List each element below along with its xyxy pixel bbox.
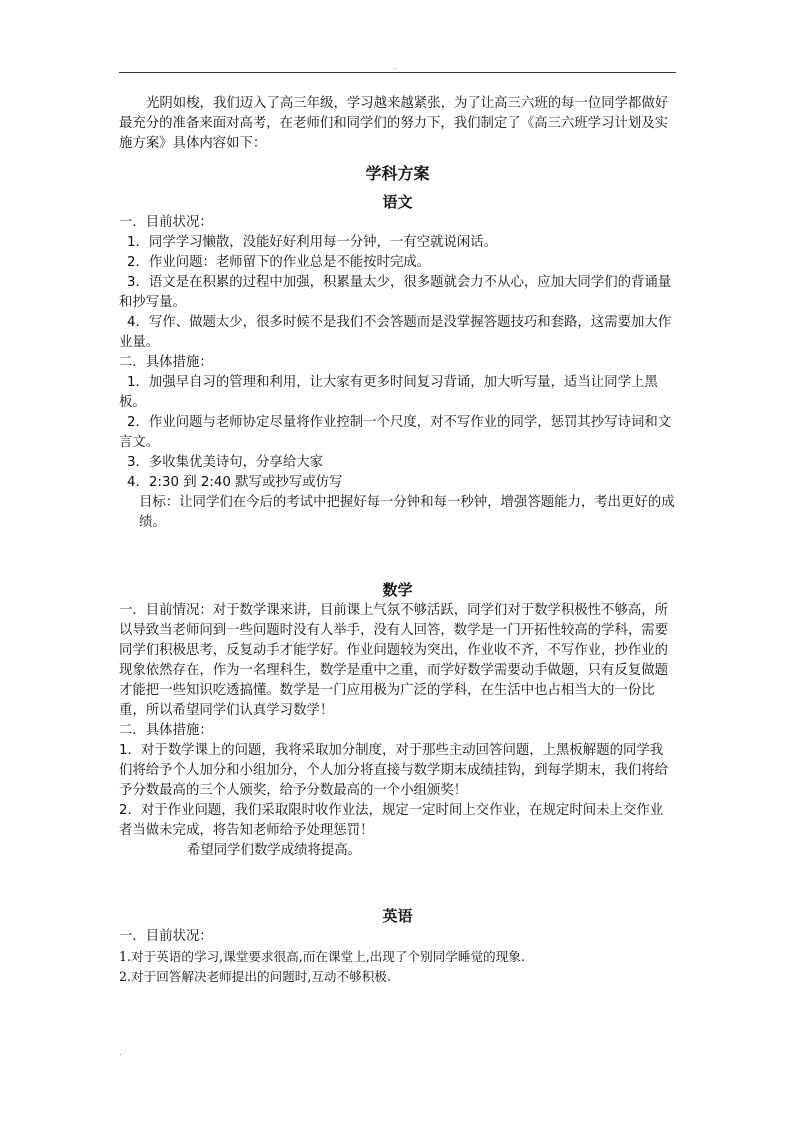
math-measure-item: 1．对于数学课上的问题，我将采取加分制度，对于那些主动回答问题，上黑板解题的同学我们将给予个人加分和小组加分，个人加分将直接与数学期末成绩挂钩，到每学期末，我们将给予分数最高的三个人颁奖，给予分数最高的一个小组颁奖！: [119, 743, 669, 798]
chinese-goal: 目标：让同学们在今后的考试中把握好每一分钟和每一秒钟，增强答题能力，考出更好的成绩。: [139, 495, 675, 530]
chinese-status-item: 3．语文是在积累的过程中加强，积累量太少，很多题就会力不从心，应加大同学们的背诵量和抄写量。: [119, 275, 672, 310]
intro-paragraph: 光阴如梭，我们迈入了高三年级，学习越来越紧张，为了让高三六班的每一位同学都做好最充分的准备来面对高考，在老师们和同学们的努力下，我们制定了《高三六班学习计划及实施方案》具体内容如下：: [119, 96, 669, 151]
chinese-measures-heading: 二．具体措施：: [119, 355, 213, 370]
chinese-status-heading: 一．目前状况：: [119, 215, 213, 230]
chinese-measure-item: 3．多收集优美诗句，分享给大家: [127, 455, 323, 470]
main-title: 学科方案: [365, 164, 430, 183]
english-status-item: 1.对于英语的学习,课堂要求很高,而在课堂上,出现了个别同学睡觉的现象.: [119, 949, 525, 964]
header-dot: .: [394, 62, 397, 71]
chinese-section: [119, 191, 676, 533]
english-section: [119, 905, 676, 987]
chinese-title: 语文: [382, 193, 413, 211]
chinese-measure-item: 4．2:30 到 2:40 默写或抄写或仿写: [127, 475, 343, 490]
math-measure-item: 2．对于作业问题，我们采取限时收作业法，规定一定时间上交作业，在规定时间未上交作业者当做未完成，将告知老师给予处理惩罚！: [119, 803, 664, 838]
chinese-status-item: 4．写作、做题太少，很多时候不是我们不会答题而是没掌握答题技巧和套路，这需要加大作业量。: [119, 315, 672, 350]
math-title: 数学: [382, 581, 413, 599]
chinese-measure-item: 1．加强早自习的管理和利用，让大家有更多时间复习背诵，加大听写量，适当让同学上黑板。: [119, 375, 658, 410]
chinese-status-item: 2．作业问题：老师留下的作业总是不能按时完成。: [127, 255, 431, 270]
footer-dot: .: [119, 1048, 122, 1057]
math-section: [119, 579, 676, 861]
section-spacer: [119, 861, 676, 899]
math-measures-heading: 二．具体措施：: [119, 723, 213, 738]
english-title: 英语: [382, 907, 413, 925]
chinese-status-item: 1．同学学习懒散，没能好好利用每一分钟，一有空就说闲话。: [127, 235, 498, 250]
english-status-item: 2.对于回答解决老师提出的问题时,互动不够积极.: [119, 969, 391, 984]
math-status: 一．目前情况：对于数学课来讲，目前课上气氛不够活跃，同学们对于数学积极性不够高，所以导致当老师问到一些问题时没有人举手，没有人回答，数学是一门开拓性较高的学科，需要同学们积极思考，反复动手才能学好。作业问题较为突出，作业收不齐，不写作业，抄作业的现象依然存在，作为一名理科生，数学是重中之重，而学好数学需要动手做题，只有反复做题才能把一些知识吃透搞懂。数学是一门应用极为广泛的学科，在生活中也占相当大的一份比重，所以希望同学们认真学习数学！: [119, 603, 669, 718]
math-hope: 希望同学们数学成绩将提高。: [187, 843, 362, 858]
chinese-measure-item: 2．作业问题与老师协定尽量将作业控制一个尺度，对不写作业的同学，惩罚其抄写诗词和文言文。: [119, 415, 672, 450]
section-spacer: [119, 533, 676, 573]
document-body: [119, 94, 676, 987]
english-status-heading: 一．目前状况：: [119, 929, 213, 944]
header-rule: [119, 72, 676, 73]
